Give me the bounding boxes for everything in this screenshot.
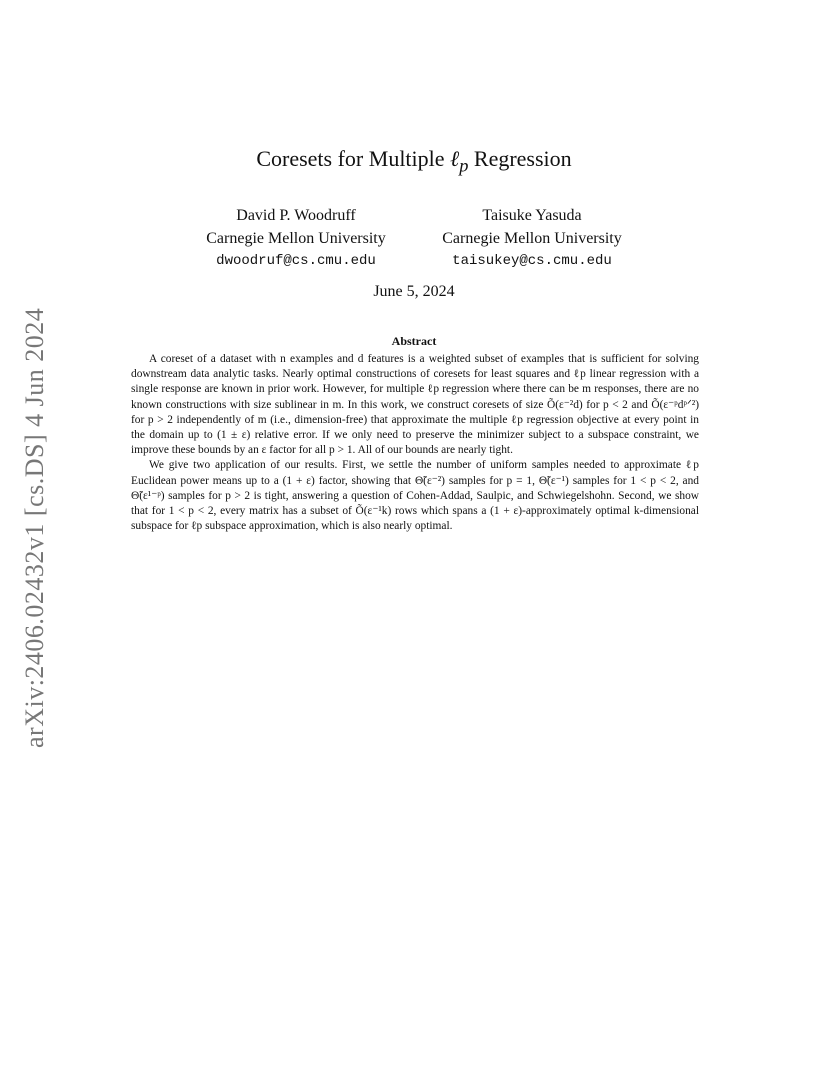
abstract-paragraph-2: We give two application of our results. First, we settle the number of uniform samples needed to approximate ℓp Euclidean power means up to a (1 + ε) factor, showing that Θ̃(ε⁻²) samples for p = 1, Θ̃(ε⁻¹) samples for 1 < p < 2, and Θ̃(ε¹⁻ᵖ) samples for p > 2 is tight, answering a question of Cohen-Addad, Saulpic, and Schwiegelshohn. Second, we show that for 1 < p < 2, every matrix has a subset of Õ(ε⁻¹k) rows which spans a (1 + ε)-approximately optimal k-dimensional subspace for ℓp subspace approximation, which is also nearly optimal.: [131, 459, 699, 533]
abstract-body: [131, 352, 699, 534]
author-name: David P. Woodruff: [236, 207, 356, 224]
abstract-heading: Abstract: [391, 334, 437, 348]
author-email[interactable]: dwoodruf@cs.cmu.edu: [216, 253, 376, 269]
author-2: [432, 204, 632, 273]
abstract-paragraph-1: A coreset of a dataset with n examples and d features is a weighted subset of examples that is sufficient for solving downstream data analytic tasks. Nearly optimal constructions of coresets for least squares and ℓp linear regression with a single response are known in prior work. However, for multiple ℓp regression where there can be m responses, there are no known constructions with size sublinear in m. In this work, we construct coresets of size Õ(ε⁻²d) for p < 2 and Õ(ε⁻ᵖdᵖᐟ²) for p > 2 independently of m (i.e., dimension-free) that approximate the multiple ℓp regression objective at every point in the domain up to (1 ± ε) relative error. If we only need to preserve the minimizer subject to a subspace constraint, we improve these bounds by an ε factor for all p > 1. All of our bounds are nearly tight.: [131, 353, 699, 457]
arxiv-identifier[interactable]: arXiv:2406.02432v1 [cs.DS] 4 Jun 2024: [20, 307, 49, 748]
paper-date: June 5, 2024: [373, 283, 455, 300]
title-suffix: Regression: [468, 146, 572, 171]
title-ell: ℓ: [450, 146, 460, 171]
author-email[interactable]: taisukey@cs.cmu.edu: [452, 253, 612, 269]
author-affiliation: Carnegie Mellon University: [206, 230, 386, 247]
title-sub: p: [459, 155, 469, 176]
author-1: [196, 204, 396, 273]
author-name: Taisuke Yasuda: [482, 207, 582, 224]
paper-title: [0, 146, 828, 176]
author-affiliation: Carnegie Mellon University: [442, 230, 622, 247]
title-prefix: Coresets for Multiple: [256, 146, 451, 171]
